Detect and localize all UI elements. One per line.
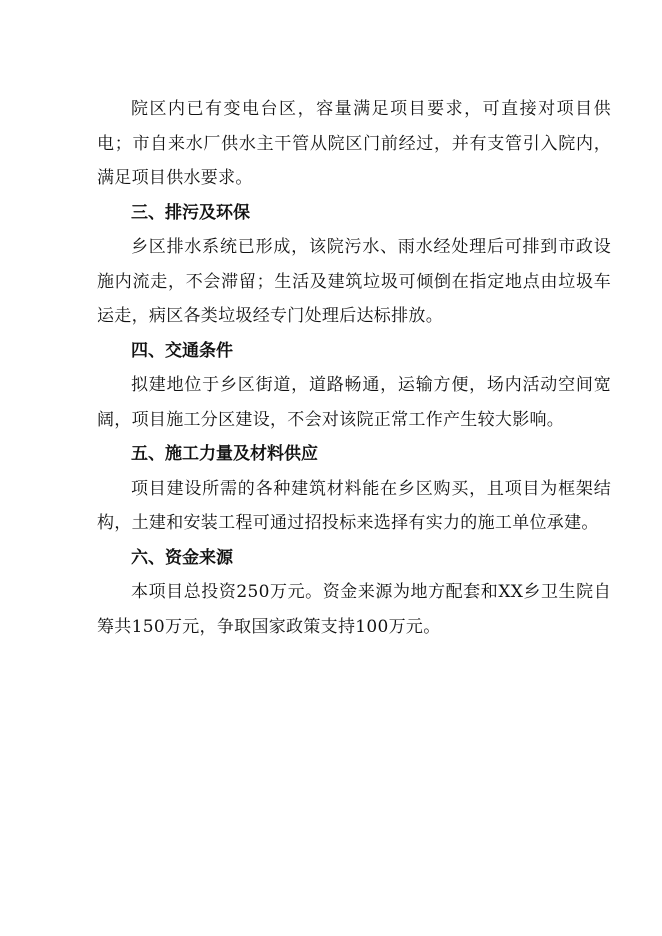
- heading-traffic: 四、交通条件: [131, 340, 233, 361]
- document-page: [97, 92, 611, 644]
- paragraph-traffic: 拟建地位于乡区街道，道路畅通，运输方便，场内活动空间宽阔，项目施工分区建设，不会对该院正常工作产生较大影响。: [97, 375, 611, 430]
- heading-sewage-environment: 三、排污及环保: [131, 202, 250, 223]
- paragraph-construction-materials: 项目建设所需的各种建筑材料能在乡区购买，且项目为框架结构，土建和安装工程可通过招投标来选择有实力的施工单位承建。: [97, 478, 611, 533]
- paragraph-power-water: 院区内已有变电台区，容量满足项目要求，可直接对项目供电；市自来水厂供水主干管从院区门前经过，并有支管引入院内，满足项目供水要求。: [97, 99, 611, 188]
- paragraph-funding-source: 本项目总投资250万元。资金来源为地方配套和XX乡卫生院自筹共150万元，争取国家政策支持100万元。: [97, 582, 611, 637]
- paragraph-sewage-environment: 乡区排水系统已形成，该院污水、雨水经处理后可排到市政设施内流走，不会滞留；生活及建筑垃圾可倾倒在指定地点由垃圾车运走，病区各类垃圾经专门处理后达标排放。: [97, 237, 611, 326]
- heading-funding-source: 六、资金来源: [131, 547, 233, 568]
- heading-construction-materials: 五、施工力量及材料供应: [131, 444, 318, 464]
